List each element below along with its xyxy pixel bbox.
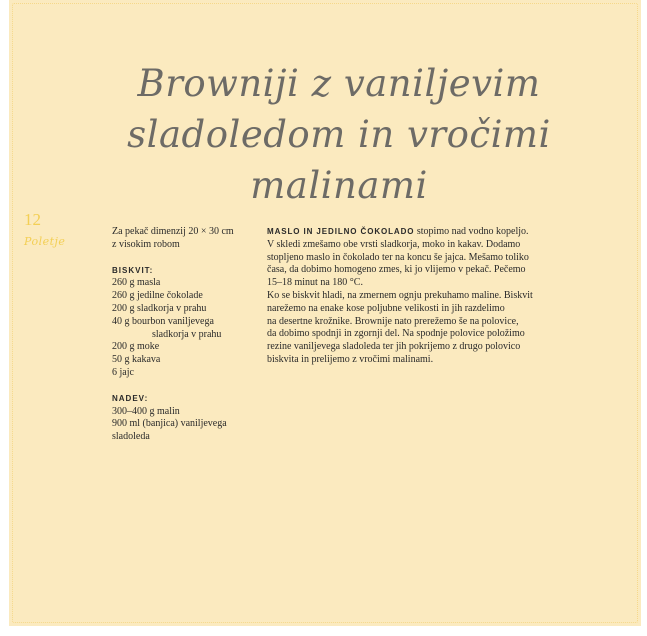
ingredient-item: 900 ml (banjica) vaniljevega: [112, 418, 227, 430]
method-line: rezine vaniljevega sladoleda ter jih pokrijemo z drugo polovico: [267, 341, 521, 353]
intro-line-2: z visokim robom: [112, 238, 180, 250]
method-line: stopljeno maslo in čokolado ter na koncu še jajca. Mešamo toliko: [267, 251, 529, 263]
ingredient-item: 6 jajc: [112, 366, 134, 378]
title-line-1: Browniji z vaniljevim: [137, 62, 541, 105]
intro-line-1: Za pekač dimenzij 20 × 30 cm: [112, 226, 234, 237]
method-line: V skledi zmešamo obe vrsti sladkorja, moko in kakav. Dodamo: [267, 238, 521, 250]
ingredient-item: sladoleda: [112, 431, 150, 443]
method-line: [267, 226, 561, 239]
title-line-2: sladoledom in vročimi: [127, 113, 551, 156]
method-line-text: stopimo nad vodno kopeljo.: [414, 226, 529, 237]
ingredient-item: 200 g moke: [112, 341, 160, 353]
method-line: Ko se biskvit hladi, na zmernem ognju prekuhamo maline. Biskvit: [267, 289, 533, 301]
method-column: [267, 226, 561, 367]
ingredients-column: [112, 226, 262, 444]
method-lead: MASLO IN JEDILNO ČOKOLADO: [267, 227, 415, 236]
ingredient-item: 200 g sladkorja v prahu: [112, 302, 207, 314]
page-number: 12: [24, 210, 41, 229]
recipe-title: [119, 58, 559, 211]
ingredient-item-continued: sladkorja v prahu: [152, 328, 222, 340]
biskvit-heading: BISKVIT:: [112, 265, 154, 275]
ingredient-item: 50 g kakava: [112, 354, 161, 366]
method-line: narežemo na enake kose poljubne velikosti in jih razdelimo: [267, 302, 505, 314]
method-line: časa, da dobimo homogeno zmes, ki jo vlijemo v pekač. Pečemo: [267, 264, 526, 276]
method-line: biskvita in prelijemo z vročimi malinami.: [267, 353, 434, 365]
method-line: 15–18 minut na 180 °C.: [267, 277, 363, 289]
title-line-3: malinami: [250, 164, 428, 207]
method-line: da dobimo spodnji in zgornji del. Na spodnje polovice položimo: [267, 328, 525, 340]
ingredient-item: 260 g jedilne čokolade: [112, 290, 203, 302]
season-label: Poletje: [24, 235, 66, 248]
ingredient-item: 300–400 g malin: [112, 405, 180, 417]
ingredient-item: 260 g masla: [112, 277, 161, 289]
ingredient-item: 40 g bourbon vaniljevega: [112, 315, 214, 327]
nadev-heading: NADEV:: [112, 393, 149, 403]
recipe-page: [9, 0, 641, 626]
method-line: na desertne krožnike. Brownije nato prerežemo še na polovice,: [267, 315, 519, 327]
